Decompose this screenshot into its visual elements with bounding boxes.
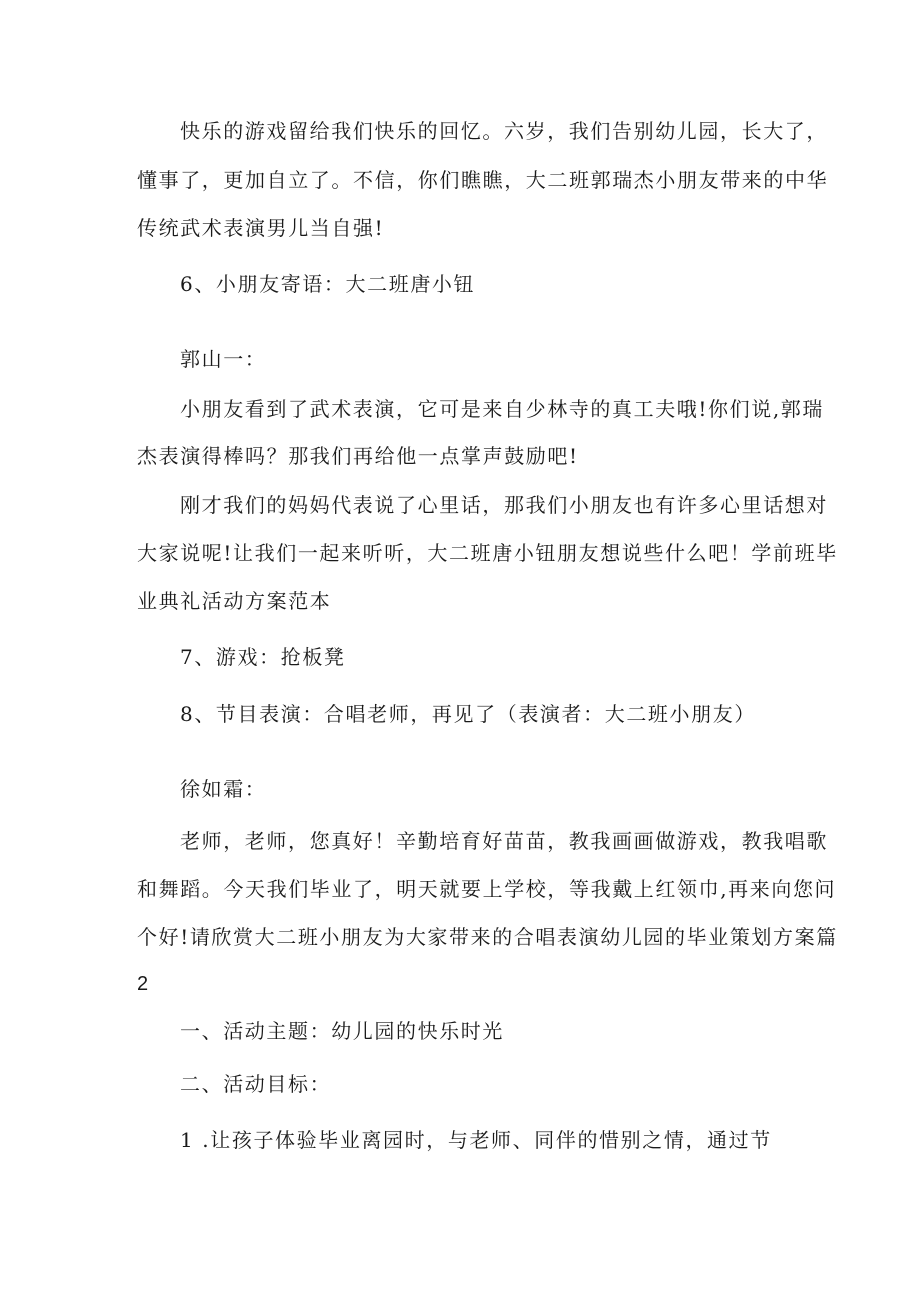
paragraph-line: 快乐的游戏留给我们快乐的回忆。六岁，我们告别幼儿园，长大了， xyxy=(180,119,828,143)
paragraph-line: 传统武术表演男儿当自强! xyxy=(137,216,385,240)
paragraph-line: 懂事了，更加自立了。不信，你们瞧瞧，大二班郭瑞杰小朋友带来的中华 xyxy=(137,168,829,192)
speaker-label: 郭山一： xyxy=(180,347,267,371)
paragraph-line: 小朋友看到了武术表演，它可是来自少林寺的真工夫哦!你们说,郭瑞 xyxy=(180,397,824,421)
goal-item: 1 .让孩子体验毕业离园时，与老师、同伴的惜别之情，通过节 xyxy=(180,1128,772,1152)
paragraph-line: 和舞蹈。今天我们毕业了，明天就要上学校，等我戴上红领巾,再来向您问 xyxy=(137,877,837,901)
paragraph-line: 老师，老师，您真好！辛勤培育好苗苗，教我画画做游戏，教我唱歌 xyxy=(180,829,828,853)
section-heading: 一、活动主题：幼儿园的快乐时光 xyxy=(180,1019,504,1043)
paragraph-line: 大家说呢!让我们一起来听听，大二班唐小钮朋友想说些什么吧！学前班毕 xyxy=(137,541,838,565)
paragraph-line: 杰表演得棒吗？那我们再给他一点掌声鼓励吧! xyxy=(137,444,579,468)
paragraph-line: 业典礼活动方案范本 xyxy=(137,589,332,613)
paragraph-line: 刚才我们的妈妈代表说了心里话，那我们小朋友也有许多心里话想对 xyxy=(180,493,828,517)
list-item-8: 8、节目表演：合唱老师，再见了（表演者：大二班小朋友） xyxy=(180,702,756,726)
list-item-7: 7、游戏：抢板凳 xyxy=(180,645,346,669)
speaker-label: 徐如霜： xyxy=(180,777,267,801)
section-heading: 二、活动目标： xyxy=(180,1072,332,1096)
paragraph-line: 2 xyxy=(137,973,150,995)
list-item-6: 6、小朋友寄语：大二班唐小钮 xyxy=(180,272,476,296)
paragraph-line: 个好!请欣赏大二班小朋友为大家带来的合唱表演幼儿园的毕业策划方案篇 xyxy=(137,925,838,949)
